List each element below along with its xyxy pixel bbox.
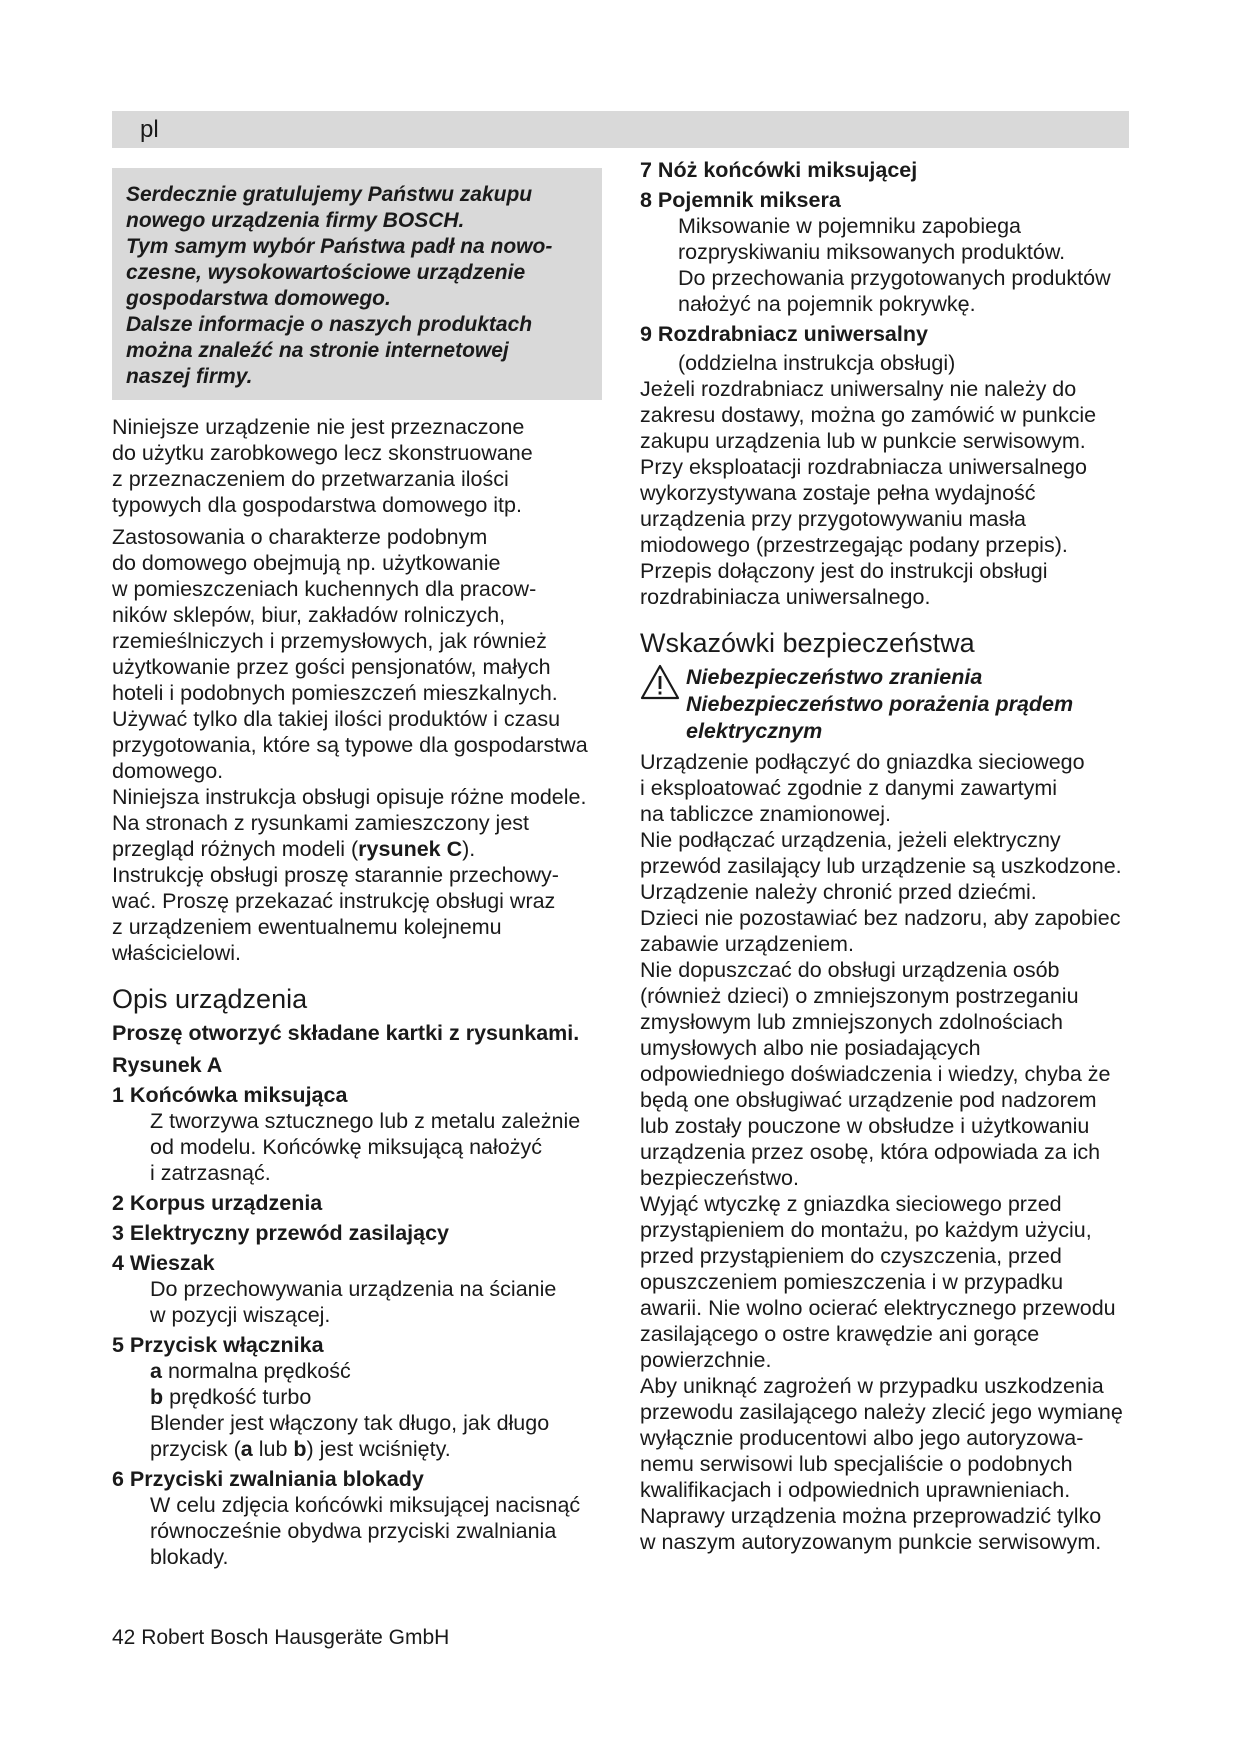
text-line: Blender jest włączony tak długo, jak długo [150, 1411, 550, 1435]
option-letter-a: a [150, 1359, 162, 1383]
text-span: ) jest wciśnięty. [306, 1437, 451, 1461]
item-3-title: 3 Elektryczny przewód zasilający [112, 1221, 449, 1245]
text-line: do użytku zarobkowego lecz skonstruowane [112, 441, 533, 465]
item-4-description [112, 1276, 612, 1328]
item-8-title: 8 Pojemnik miksera [640, 188, 841, 212]
safety-instructions [640, 749, 1135, 1555]
text-line: Miksowanie w pojemniku zapobiega [678, 214, 1021, 238]
right-column [640, 157, 1135, 1555]
text-line: urządzenia przez osobę, która odpowiada za ich [640, 1140, 1101, 1164]
text-line: z urządzeniem ewentualnemu kolejnemu [112, 915, 502, 939]
text-line: wać. Proszę przekazać instrukcję obsługi wraz [112, 889, 556, 913]
item-9-description: (oddzielna instrukcja obsługi) [678, 351, 956, 375]
intro-line: Serdecznie gratulujemy Państwu zakupu [126, 183, 533, 206]
text-line [150, 1358, 612, 1384]
text-line: umysłowych albo nie posiadających [640, 1036, 981, 1060]
section-title-description: Opis urządzenia [112, 984, 308, 1014]
text-line: rzemieślniczych i przemysłowych, jak również [112, 629, 547, 653]
item-6-description [112, 1492, 612, 1570]
item-6-title: 6 Przyciski zwalniania blokady [112, 1467, 424, 1491]
figure-reference: rysunek C [358, 837, 463, 861]
option-letter-b: b [150, 1385, 164, 1409]
item-8-description [640, 213, 1135, 317]
text-line: wykorzystywana zostaje pełna wydajność [640, 481, 1036, 505]
section-subtitle: Proszę otworzyć składane kartki z rysunkami. [112, 1021, 580, 1045]
text-line: na tabliczce znamionowej. [640, 802, 891, 826]
text-line: Przepis dołączony jest do instrukcji obsługi [640, 559, 1048, 583]
text-line: zmysłowym lub zmniejszonych zdolnościach [640, 1010, 1063, 1034]
intro-line: naszej firmy. [126, 365, 253, 388]
text-span: przycisk ( [150, 1437, 241, 1461]
text-line: lub zostały pouczone w obsłudze i użytkowaniu [640, 1114, 1090, 1138]
text-line: przygotowania, które są typowe dla gospodarstwa [112, 733, 588, 757]
text-line: awarii. Nie wolno ocierać elektrycznego przewodu [640, 1296, 1116, 1320]
text-line: nałożyć na pojemnik pokrywkę. [678, 292, 976, 316]
text-line: Urządzenie należy chronić przed dziećmi. [640, 880, 1037, 904]
section-title-safety: Wskazówki bezpieczeństwa [640, 628, 975, 658]
text-line: rozpryskiwaniu miksowanych produktów. [678, 240, 1066, 264]
text-span: normalna prędkość [161, 1359, 351, 1383]
option-letter-b: b [293, 1437, 307, 1461]
text-line: odpowiedniego doświadczenia i wiedzy, chyba że [640, 1062, 1111, 1086]
text-line [150, 1384, 612, 1410]
text-line: w pomieszczeniach kuchennych dla pracow- [112, 577, 537, 601]
text-line: (również dzieci) o zmniejszonym postrzeganiu [640, 984, 1079, 1008]
intro-line: gospodarstwa domowego. [126, 287, 391, 310]
text-line: domowego. [112, 759, 224, 783]
item-1-description [112, 1108, 612, 1186]
text-line: właścicielowi. [112, 941, 242, 965]
item-1-title: 1 Końcówka miksująca [112, 1083, 348, 1107]
text-line: Dzieci nie pozostawiać bez nadzoru, aby zapobiec [640, 906, 1121, 930]
item-5-title: 5 Przycisk włącznika [112, 1333, 324, 1357]
text-span: prędkość turbo [163, 1385, 312, 1409]
page-footer: 42 Robert Bosch Hausgeräte GmbH [112, 1626, 450, 1649]
warning-line: Niebezpieczeństwo zranienia [686, 665, 983, 689]
text-line: Do przechowania przygotowanych produktów [678, 266, 1111, 290]
text-line [112, 836, 612, 862]
text-line: zabawie urządzeniem. [640, 932, 854, 956]
warning-triangle-icon [640, 664, 686, 706]
text-line: typowych dla gospodarstwa domowego itp. [112, 493, 522, 517]
paragraph-similar-use [112, 524, 612, 862]
text-line: przed przystąpieniem do czyszczenia, przed [640, 1244, 1062, 1268]
text-line: miodowego (przestrzegając podany przepis). [640, 533, 1068, 557]
text-line: w pozycji wiszącej. [150, 1303, 331, 1327]
text-span: ). [462, 837, 476, 861]
text-span: lub [252, 1437, 294, 1461]
intro-line: nowego urządzenia firmy BOSCH. [126, 209, 465, 232]
text-line [150, 1436, 612, 1462]
intro-line: Tym samym wybór Państwa padł na nowo- [126, 235, 553, 258]
text-line: użytkowanie przez gości pensjonatów, małych [112, 655, 551, 679]
intro-line: czesne, wysokowartościowe urządzenie [126, 261, 526, 284]
text-line: Aby uniknąć zagrożeń w przypadku uszkodzenia [640, 1374, 1104, 1398]
text-line: hoteli i podobnych pomieszczeń mieszkalnych. [112, 681, 558, 705]
option-letter-a: a [240, 1437, 253, 1461]
text-line: Nie dopuszczać do obsługi urządzenia osób [640, 958, 1060, 982]
left-column [112, 160, 612, 1570]
text-line: nemu serwisowi lub specjaliście o podobnych [640, 1452, 1073, 1476]
warning-line: elektrycznym [686, 719, 823, 743]
intro-line: Dalsze informacje o naszych produktach [126, 313, 533, 336]
language-header-bar [112, 111, 1129, 148]
paragraph-keep-manual [112, 862, 612, 966]
text-line: Niniejsza instrukcja obsługi opisuje różne modele. [112, 785, 587, 809]
warning-block [640, 664, 1135, 745]
text-line: opuszczeniem pomieszczenia i w przypadku [640, 1270, 1064, 1294]
item-2-title: 2 Korpus urządzenia [112, 1191, 323, 1215]
text-line: Urządzenie podłączyć do gniazdka sieciowego [640, 750, 1085, 774]
text-line: Jeżeli rozdrabniacz uniwersalny nie należy do [640, 377, 1077, 401]
figure-label: Rysunek A [112, 1053, 223, 1077]
text-line: zakresu dostawy, można go zamówić w punkcie [640, 403, 1097, 427]
text-line: będą one obsługiwać urządzenie pod nadzorem [640, 1088, 1097, 1112]
text-line: zakupu urządzenia lub w punkcie serwisowym. [640, 429, 1086, 453]
text-line: Niniejsze urządzenie nie jest przeznaczone [112, 415, 525, 439]
text-line: równocześnie obydwa przyciski zwalniania [150, 1519, 557, 1543]
text-line: zasilającego o ostre krawędzie ani gorące [640, 1322, 1040, 1346]
text-line: Naprawy urządzenia można przeprowadzić tylko [640, 1504, 1102, 1528]
text-line: blokady. [150, 1545, 229, 1569]
intro-box [112, 168, 602, 400]
text-line: Instrukcję obsługi proszę starannie przechowy- [112, 863, 559, 887]
text-line: powierzchnie. [640, 1348, 772, 1372]
item-9-title: 9 Rozdrabniacz uniwersalny [640, 322, 928, 346]
intro-line: można znaleźć na stronie internetowej [126, 339, 509, 362]
text-line: przystąpieniem do montażu, po każdym użyciu, [640, 1218, 1092, 1242]
text-line: Na stronach z rysunkami zamieszczony jest [112, 811, 530, 835]
warning-line: Niebezpieczeństwo porażenia prądem [686, 692, 1074, 716]
text-line: przewodu zasilającego należy zlecić jego wymianę [640, 1400, 1123, 1424]
text-line: Z tworzywa sztucznego lub z metalu zależnie [150, 1109, 581, 1133]
text-line: Przy eksploatacji rozdrabniacza uniwersalnego [640, 455, 1087, 479]
text-line: od modelu. Końcówkę miksującą nałożyć [150, 1135, 542, 1159]
item-5-description [112, 1358, 612, 1462]
item-7-title: 7 Nóż końcówki miksującej [640, 158, 918, 182]
text-line: bezpieczeństwo. [640, 1166, 799, 1190]
text-line: kwalifikacjach i odpowiednich uprawnieniach. [640, 1478, 1071, 1502]
paragraph-intended-use [112, 414, 612, 518]
text-line: W celu zdjęcia końcówki miksującej nacisnąć [150, 1493, 581, 1517]
text-line: przewód zasilający lub urządzenie są uszkodzone. [640, 854, 1122, 878]
text-line: ników sklepów, biur, zakładów rolniczych, [112, 603, 506, 627]
text-line: Wyjąć wtyczkę z gniazdka sieciowego przed [640, 1192, 1062, 1216]
text-line: i eksploatować zgodnie z danymi zawartymi [640, 776, 1058, 800]
item-4-title: 4 Wieszak [112, 1251, 215, 1275]
text-line: wyłącznie producentowi albo jego autoryzowa- [640, 1426, 1084, 1450]
text-line: Do przechowywania urządzenia na ścianie [150, 1277, 557, 1301]
text-line: Nie podłączać urządzenia, jeżeli elektryczny [640, 828, 1061, 852]
text-span: przegląd różnych modeli ( [112, 837, 359, 861]
text-line: Używać tylko dla takiej ilości produktów i czasu [112, 707, 561, 731]
language-code: pl [140, 116, 159, 143]
warning-text [686, 664, 1073, 745]
text-line: rozdrabiniacza uniwersalnego. [640, 585, 931, 609]
text-line: urządzenia przy przygotowywaniu masła [640, 507, 1026, 531]
text-line: Zastosowania o charakterze podobnym [112, 525, 488, 549]
paragraph-grinder [640, 376, 1135, 610]
text-line: do domowego obejmują np. użytkowanie [112, 551, 501, 575]
text-line: w naszym autoryzowanym punkcie serwisowym. [640, 1530, 1102, 1554]
text-line: i zatrzasnąć. [150, 1161, 271, 1185]
text-line: z przeznaczeniem do przetwarzania ilości [112, 467, 509, 491]
